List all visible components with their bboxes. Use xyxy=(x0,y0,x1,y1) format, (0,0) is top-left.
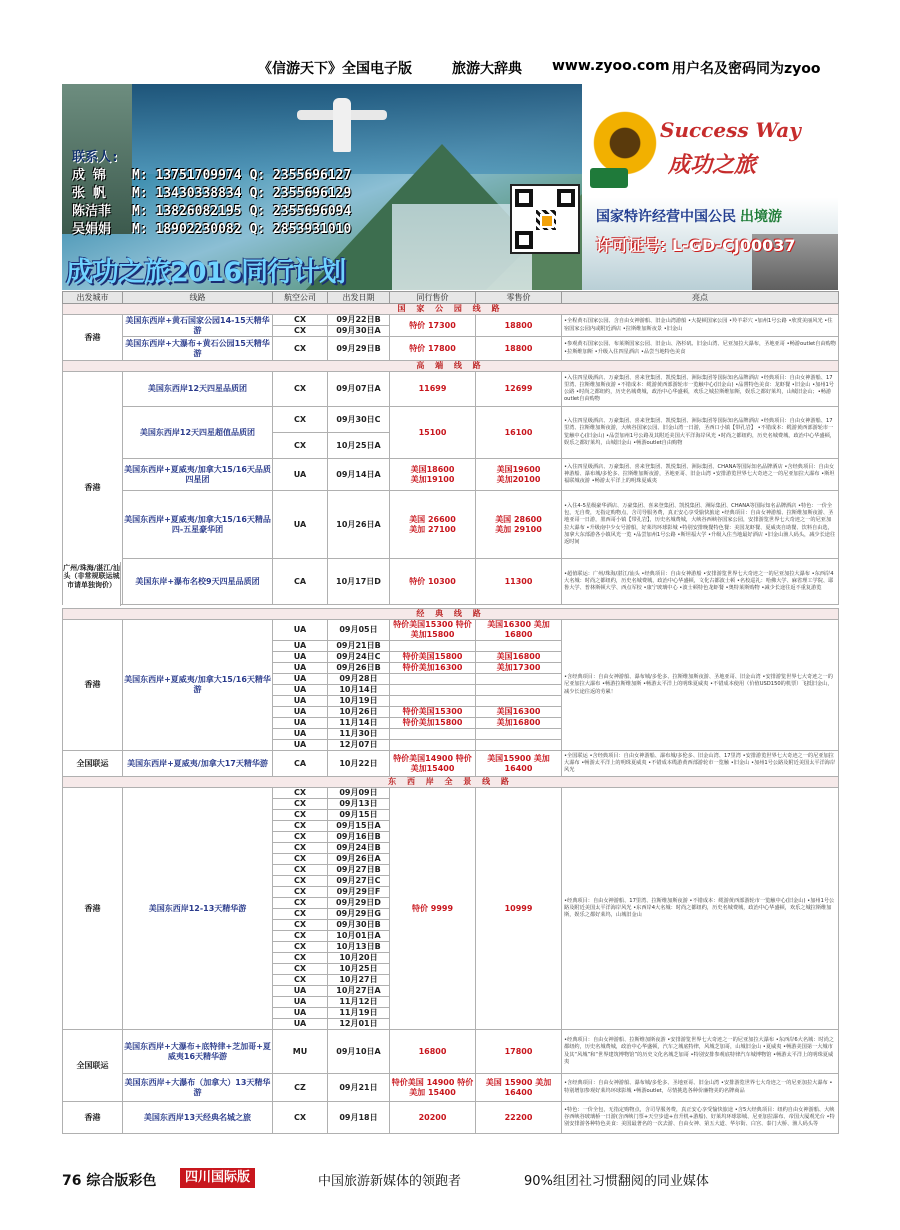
contact-name: 张 帆 xyxy=(72,186,106,201)
date-cell: 09月14日A xyxy=(328,459,390,491)
airline-cell: CX xyxy=(273,372,328,407)
route-cell: 美国东岸+瀑布名校9天四星品质团 xyxy=(123,559,273,605)
airline-cell: CX xyxy=(273,865,328,876)
highlights-cell: •含经典项目：自由女神游船、瀑布城/多伦多、圣地亚哥、旧金山湾 •安排游览世界七大奇迹之一的尼亚加拉大瀑布 •特别增加参观好莱坞环球影城 •畅游outlet，尽情挑选各种价廉物美的名牌商品 xyxy=(562,1074,839,1102)
website-link[interactable]: www.zyoo.com xyxy=(552,58,670,74)
peer-price-cell: 特价美国 14900 特价美加 15400 xyxy=(390,1074,476,1102)
col-header-retail-price: 零售价 xyxy=(476,292,562,304)
date-cell: 10月27日 xyxy=(328,975,390,986)
col-header-highlights: 亮点 xyxy=(562,292,839,304)
retail-price-cell: 12699 xyxy=(476,372,562,407)
airline-cell: CX xyxy=(273,854,328,865)
footer-tagline-2: 90%组团社习惯翻阅的同业媒体 xyxy=(524,1174,709,1189)
airline-cell: UA xyxy=(273,707,328,718)
city-cell: 香港 xyxy=(63,315,123,361)
table-row xyxy=(63,559,839,605)
peer-price-cell: 特价美加15800 xyxy=(390,718,476,729)
qr-code-icon[interactable] xyxy=(510,184,580,254)
date-cell: 12月07日 xyxy=(328,740,390,751)
retail-price-cell: 美加16800 xyxy=(476,718,562,729)
section-title: 东 西 岸 全 景 线 路 xyxy=(63,777,839,788)
date-cell: 10月01日A xyxy=(328,931,390,942)
table-row xyxy=(63,751,839,777)
airline-cell: UA xyxy=(273,997,328,1008)
itinerary-table-wrap-2 xyxy=(62,608,838,1159)
route-cell: 美国东西岸12-13天精华游 xyxy=(123,788,273,1030)
contact-name: 成 锦 xyxy=(72,168,106,183)
table-row xyxy=(63,620,839,641)
date-cell: 10月14日 xyxy=(328,685,390,696)
peer-price-cell xyxy=(390,696,476,707)
airline-cell: CX xyxy=(273,433,328,459)
airline-cell: CZ xyxy=(273,1074,328,1102)
date-cell: 09月24日B xyxy=(328,843,390,854)
airline-cell: CX xyxy=(273,821,328,832)
airline-cell: UA xyxy=(273,620,328,641)
airline-cell: CA xyxy=(273,559,328,605)
footer-section: 综合版彩色 xyxy=(86,1173,157,1189)
retail-price-cell: 美国16800 xyxy=(476,652,562,663)
col-header-route: 线路 xyxy=(123,292,273,304)
contact-qq: Q: 2355696094 xyxy=(249,204,352,219)
airline-cell: CX xyxy=(273,337,328,361)
airline-cell: UA xyxy=(273,1019,328,1030)
date-cell: 09月26日B xyxy=(328,663,390,674)
airline-cell: UA xyxy=(273,740,328,751)
retail-price-cell: 美国16300 美加16800 xyxy=(476,620,562,641)
section-title: 经 典 线 路 xyxy=(63,609,839,620)
retail-price-cell xyxy=(476,685,562,696)
section-row xyxy=(63,609,839,620)
license-label: 国家特许经营中国公民 xyxy=(596,209,736,225)
table-row xyxy=(63,1102,839,1134)
airline-cell: CX xyxy=(273,326,328,337)
retail-price-cell: 11300 xyxy=(476,559,562,605)
airline-cell: UA xyxy=(273,718,328,729)
route-cell: 美国东西岸+夏威夷/加拿大15/16天精华游 xyxy=(123,620,273,751)
airline-cell: UA xyxy=(273,1008,328,1019)
page-number: 76 综合版彩色 xyxy=(62,1173,157,1189)
license-suffix: 出境游 xyxy=(740,209,782,225)
date-cell: 11月14日 xyxy=(328,718,390,729)
login-note: 用户名及密码同为zyoo xyxy=(672,61,821,77)
airline-cell: UA xyxy=(273,652,328,663)
top-banner xyxy=(0,52,900,82)
col-header-city: 出发城市 xyxy=(63,292,123,304)
date-cell: 11月30日 xyxy=(328,729,390,740)
table-row xyxy=(63,459,839,491)
highlights-cell: •全国联运 •含经典项目：自由女神游船、瀑布城/多伦多、旧金山湾、17里湾 •安排游览世界七大奇迹之一的尼亚加拉大瀑布 •畅游太平洋上的明珠夏威夷 •不错成本缆游黄西部游轮市一览触 •旧金山 •加州1号公路及附近美国太平洋海岸风光 xyxy=(562,751,839,777)
date-cell: 09月15日A xyxy=(328,821,390,832)
airline-cell: UA xyxy=(273,674,328,685)
table-row xyxy=(63,315,839,326)
publication-title: 《信游天下》全国电子版 xyxy=(258,61,412,77)
retail-price-cell xyxy=(476,641,562,652)
date-cell: 09月29日D xyxy=(328,898,390,909)
peer-price-cell: 特价美国14900 特价美加15400 xyxy=(390,751,476,777)
contact-list xyxy=(72,146,351,239)
airline-cell: CX xyxy=(273,909,328,920)
table-row xyxy=(63,788,839,799)
city-cell: 全国联运 xyxy=(63,751,123,777)
peer-price-us: 美国18600 xyxy=(410,464,455,474)
route-cell: 美国东西岸+大瀑布+底特律+芝加哥+夏威夷16天精华游 xyxy=(123,1030,273,1074)
city-cell: 香港 xyxy=(63,372,123,605)
date-cell: 09月07日A xyxy=(328,372,390,407)
date-cell: 09月27日B xyxy=(328,865,390,876)
contact-row xyxy=(72,167,351,185)
route-cell: 美国东西岸13天经典名城之旅 xyxy=(123,1102,273,1134)
highlights-cell: •全程黄石国家公园、含自由女神游船、旧金山湾游船 •大提顿国家公园 •羚羊彩穴 •加州1号公路 •欣赏美丽风光 •住宿国家公园内或附近酒店 •拉斯维加斯夜景 •旧金山 xyxy=(562,315,839,337)
contact-row xyxy=(72,185,351,203)
airline-cell: CX xyxy=(273,832,328,843)
highlights-cell: •含经典项目：自由女神游船、瀑布城/多伦多、拉斯维加斯夜游、圣地亚哥、旧金山湾 •安排游览世界七大奇迹之一的尼亚加拉大瀑布 •畅游拉斯维加斯 •畅游太平洋上的明珠夏威夷 •不错成本使用（价值USD150的机票）飞抵旧金山，减少长途往返的劳累！ xyxy=(562,620,839,751)
retail-price-cell xyxy=(476,491,562,559)
airline-cell: CX xyxy=(273,876,328,887)
table-header-row xyxy=(63,292,839,304)
airline-cell: CX xyxy=(273,975,328,986)
city-cell-guangzhou: 广州/珠海/湛江/汕头（非常规联运城市请单独询价） xyxy=(63,562,121,606)
peer-price-cell xyxy=(390,685,476,696)
airline-cell: CX xyxy=(273,407,328,433)
itinerary-table xyxy=(62,291,839,605)
airline-cell: UA xyxy=(273,696,328,707)
peer-price-cell: 11699 xyxy=(390,372,476,407)
section-title: 高 端 线 路 xyxy=(63,361,839,372)
date-cell: 10月25日 xyxy=(328,964,390,975)
airline-cell: CX xyxy=(273,920,328,931)
table-row xyxy=(63,1030,839,1074)
date-cell: 09月05日 xyxy=(328,620,390,641)
airline-cell: CX xyxy=(273,799,328,810)
col-header-peer-price: 同行售价 xyxy=(390,292,476,304)
route-cell: 美国东西岸+夏威夷/加拿大17天精华游 xyxy=(123,751,273,777)
table-row xyxy=(63,372,839,407)
date-cell: 10月25日A xyxy=(328,433,390,459)
date-cell: 09月15日 xyxy=(328,810,390,821)
date-cell: 09月16日B xyxy=(328,832,390,843)
christ-statue-image xyxy=(297,92,387,152)
retail-price-cell xyxy=(476,740,562,751)
peer-price-cell: 特价美国15300 xyxy=(390,707,476,718)
date-cell: 10月26日A xyxy=(328,491,390,559)
city-cell: 全国联运 xyxy=(63,1030,123,1102)
airline-cell: CX xyxy=(273,887,328,898)
date-cell: 11月12日 xyxy=(328,997,390,1008)
airline-cell: UA xyxy=(273,685,328,696)
brand-name-en: Success Way xyxy=(660,118,801,142)
airline-cell: CX xyxy=(273,843,328,854)
peer-price-cell: 特价 10300 xyxy=(390,559,476,605)
peer-price-cell: 特价 9999 xyxy=(390,788,476,1030)
retail-price-cell xyxy=(476,696,562,707)
date-cell: 09月22日B xyxy=(328,315,390,326)
col-header-date: 出发日期 xyxy=(328,292,390,304)
retail-price-cell: 18800 xyxy=(476,315,562,337)
contact-qq: Q: 2355696129 xyxy=(249,186,352,201)
retail-price-us: 美国19600 xyxy=(496,464,541,474)
date-cell: 10月26日 xyxy=(328,707,390,718)
contact-qq: Q: 2853931010 xyxy=(249,222,352,237)
date-cell: 09月13日 xyxy=(328,799,390,810)
date-cell: 09月29日F xyxy=(328,887,390,898)
highlights-cell: •入住4-5星级豪华酒店、万豪集团、喜来登集团、凯悦集团、洲际集团、CHANA等国际知名品牌酒店 •特色：一价全包，无自费，无指定购物点，含司导服务费，真正安心享受愉快旅途 •经典项目：自由女神游船、拉斯维加斯夜游、圣地亚哥一日游，墨西哥小镇【带孔岩】，历史名城费城，大峡谷西峡谷国家公园，安排游览世界七大奇迹之一的尼亚加拉大瀑布 •升级南中少女号游船，好莱坞环球影城 •特别安排晚餐特色餐：美国龙虾餐、夏威夷自助餐、饮料自由选，加拿大东部游各小镇风光一览 •品尝加州1号公路 •斯坦福大学 •升级入住当地最好酒店 •旧金山渔人码头，减少长途往返时间 xyxy=(562,491,839,559)
airline-cell: UA xyxy=(273,459,328,491)
date-cell: 09月24日C xyxy=(328,652,390,663)
airline-cell: CX xyxy=(273,1102,328,1134)
route-cell: 美国东西岸+大瀑布+黄石公园15天精华游 xyxy=(123,337,273,361)
date-cell: 09月09日 xyxy=(328,788,390,799)
retail-price-cell: 10999 xyxy=(476,788,562,1030)
route-cell: 美国东西岸+大瀑布（加拿大）13天精华游 xyxy=(123,1074,273,1102)
peer-price-cell xyxy=(390,641,476,652)
contact-mobile: M: 13430338834 xyxy=(132,186,242,201)
table-row xyxy=(63,407,839,433)
date-cell: 09月29日B xyxy=(328,337,390,361)
contact-row xyxy=(72,203,351,221)
itinerary-table-2 xyxy=(62,608,839,1134)
retail-price-cell xyxy=(476,674,562,685)
section-row xyxy=(63,777,839,788)
col-header-airline: 航空公司 xyxy=(273,292,328,304)
date-cell: 11月19日 xyxy=(328,1008,390,1019)
peer-price-ca: 美加19100 xyxy=(410,474,455,484)
date-cell: 09月26日A xyxy=(328,854,390,865)
contact-mobile: M: 13826082195 xyxy=(132,204,242,219)
date-cell: 10月13日B xyxy=(328,942,390,953)
retail-price-ca: 美加20100 xyxy=(496,474,541,484)
date-cell: 09月28日 xyxy=(328,674,390,685)
contact-label: 联系人: xyxy=(72,150,119,165)
contact-name: 吴娟娟 xyxy=(72,222,112,237)
section-row xyxy=(63,304,839,315)
highlights-cell: •经典项目：自由女神游船、17里湾、拉斯维加斯夜游 •不错成本：缆游黄西部游轮市一览触中心(旧金山) •加州1号公路及附近美国太平洋海岸风光 •东西岸4大名城：时尚之都纽约，历史名城费城，政治中心华盛顿，欢乐之城拉斯维加斯，娱乐之都好莱坞，山城旧金山 xyxy=(562,788,839,1030)
footer-tagline-1: 中国旅游新媒体的领跑者 xyxy=(318,1174,462,1189)
airline-cell: CX xyxy=(273,942,328,953)
date-cell: 12月01日 xyxy=(328,1019,390,1030)
airline-cell: UA xyxy=(273,641,328,652)
airline-cell: CX xyxy=(273,931,328,942)
airline-cell: UA xyxy=(273,491,328,559)
retail-price-cell: 18800 xyxy=(476,337,562,361)
peer-price-cell: 16800 xyxy=(390,1030,476,1074)
retail-price-ca: 美加 29100 xyxy=(495,524,542,534)
date-cell: 09月30日C xyxy=(328,407,390,433)
section-row xyxy=(63,361,839,372)
edition-badge: 四川国际版 xyxy=(180,1168,255,1188)
retail-price-cell xyxy=(476,729,562,740)
airline-cell: CX xyxy=(273,953,328,964)
date-cell: 09月30日B xyxy=(328,920,390,931)
airline-cell: UA xyxy=(273,986,328,997)
peer-price-cell xyxy=(390,674,476,685)
city-cell: 香港 xyxy=(63,1102,123,1134)
license-text xyxy=(596,206,782,226)
license-number: 许可证号: L-GD-CJ00037 xyxy=(596,236,796,255)
brand-mark-icon xyxy=(590,168,628,188)
brand-name-cn: 成功之旅 xyxy=(668,152,757,178)
brand-logo xyxy=(580,108,830,198)
date-cell: 10月27日A xyxy=(328,986,390,997)
airline-cell: CX xyxy=(273,898,328,909)
highlights-cell: •入住四星级酒店、万豪集团、喜来登集团、凯悦集团、洲际集团等国际知名品牌酒店 •经典项目：自由女神游船、17里湾、拉斯维加斯夜游 •不错成本：缆游黄西部游轮市一览触中心(旧金山) •品嘗特色美食：龙虾餐 •旧金山 •加州1号公路 •时尚之都纽约，历史名城费城，政治中心华盛顿，欢乐之城拉斯维加斯，娱乐之都好莱坞，山城旧金山；•畅游outlet自由购物 xyxy=(562,372,839,407)
date-cell: 09月21日B xyxy=(328,641,390,652)
airline-cell: UA xyxy=(273,663,328,674)
date-cell: 09月29日G xyxy=(328,909,390,920)
page-footer xyxy=(0,1164,900,1194)
section-title: 国 家 公 园 线 路 xyxy=(63,304,839,315)
date-cell: 10月17日D xyxy=(328,559,390,605)
airline-cell: CX xyxy=(273,810,328,821)
route-cell: 美国东西岸12天四星超值品质团 xyxy=(123,407,273,459)
route-cell: 美国东西岸+夏威夷/加拿大15/16天精品四-五星豪华团 xyxy=(123,491,273,559)
date-cell: 10月19日 xyxy=(328,696,390,707)
table-row xyxy=(63,1074,839,1102)
retail-price-cell: 美加17300 xyxy=(476,663,562,674)
highlights-cell: •入住四星级酒店、万豪集团、喜来登集团、凯悦集团、洲际集团、CHANA等国际知名品牌酒店 •含经典项目：自由女神游船、瀑布城/多伦多、拉斯维加斯夜游，圣地亚哥、旧金山湾 •安排游览世界七大奇迹之一的尼亚加拉大瀑布 •斯坦福联城夜游 •畅游太平洋上的明珠夏威夷 xyxy=(562,459,839,491)
retail-price-cell xyxy=(476,459,562,491)
airline-cell: CX xyxy=(273,315,328,326)
table-row xyxy=(63,337,839,361)
airline-cell: CX xyxy=(273,964,328,975)
table-row xyxy=(63,491,839,559)
airline-cell: CA xyxy=(273,751,328,777)
highlights-cell: •特色：一价全包，无指定购物点，含司导服务费，真正安心享受愉快旅途 •含5大经典项目：纽约自由女神游船、大峡谷西峡谷玻璃桥一日游(含西峡门票+天空步道+直升机+游船)、好莱坞环球影城、尼亚加拉瀑布、帝国大厦观光台 •特别安排游各种特色美食：美国最著名的一次去游、自由女神、第五大道、华尔街、白宫、泰门大桥、渔人码头等 xyxy=(562,1102,839,1134)
date-cell: 10月20日 xyxy=(328,953,390,964)
date-cell: 09月21日 xyxy=(328,1074,390,1102)
peer-price-cell xyxy=(390,729,476,740)
retail-price-cell: 16100 xyxy=(476,407,562,459)
airline-cell: CX xyxy=(273,788,328,799)
airline-cell: MU xyxy=(273,1030,328,1074)
route-cell: 美国东西岸+黄石国家公园14-15天精华游 xyxy=(123,315,273,337)
date-cell: 09月18日 xyxy=(328,1102,390,1134)
peer-price-cell: 20200 xyxy=(390,1102,476,1134)
peer-price-cell: 特价美国15300 特价美加15800 xyxy=(390,620,476,641)
contact-qq: Q: 2355696127 xyxy=(249,168,352,183)
route-cell: 美国东西岸12天四星品质团 xyxy=(123,372,273,407)
contact-row xyxy=(72,221,351,239)
retail-price-cell: 美国 15900 美加 16400 xyxy=(476,1074,562,1102)
highlights-cell: •入住四星级酒店、万豪集团、喜来登集团、凯悦集团、洲际集团等国际知名品牌酒店 •经典项目：自由女神游船、17里湾、拉斯维加斯夜游，大峡谷国家公园、旧金山湾一日游，圣西口小镇【带孔岩】 •不错成本：缆游黄西部游轮市一览触中心(旧金山) •品尝加州1号公路及其附近美国大平洋海岸风光 •时尚之都纽约，历史名城费城，政治中心华盛顿，娱乐之都好莱坞，山城旧金山 •畅游outlet自由购物 xyxy=(562,407,839,459)
peer-price-cell: 特价美加16300 xyxy=(390,663,476,674)
highlights-cell: •参观黄石国家公园、布莱斯国家公园、旧金山、洛杉矶、旧金山湾、尼亚加拉大瀑布，圣地亚哥 •畅游outlet自由购物 •拉斯维加斯 •升级入住四星酒店 •品尝当地特色美食 xyxy=(562,337,839,361)
date-cell: 09月10日A xyxy=(328,1030,390,1074)
city-cell: 香港 xyxy=(63,620,123,751)
retail-price-cell: 22200 xyxy=(476,1102,562,1134)
retail-price-cell: 17800 xyxy=(476,1030,562,1074)
highlights-cell: •经典项目：自由女神游船、拉斯维加斯夜游 •安排游览世界七大奇迹之一的尼亚加拉大瀑布 •东西岸6大名城：时尚之都纽约，历史名城费城，政治中心华盛顿，汽车之城底特律，风城芝加哥，山城旧金山 •夏威夷 •畅游美国第一大城市及其“风城”和“世界建筑博物馆”的历史文化名城芝加哥 •特别安排参观底特律汽车城博物馆 •畅游太平洋上的明珠夏威夷 xyxy=(562,1030,839,1074)
peer-price-cell xyxy=(390,491,476,559)
peer-price-ca: 美加 27100 xyxy=(409,524,456,534)
dictionary-label: 旅游大辞典 xyxy=(452,61,522,77)
retail-price-us: 美国 28600 xyxy=(495,514,542,524)
plan-title: 成功之旅2016同行计划 xyxy=(66,257,346,288)
peer-price-cell: 特价 17800 xyxy=(390,337,476,361)
peer-price-cell: 特价 17300 xyxy=(390,315,476,337)
peer-price-cell: 特价美国15800 xyxy=(390,652,476,663)
route-cell: 美国东西岸+夏威夷/加拿大15/16天品质四星团 xyxy=(123,459,273,491)
retail-price-cell: 美国15900 美加16400 xyxy=(476,751,562,777)
retail-price-cell: 美国16300 xyxy=(476,707,562,718)
date-cell: 09月27日C xyxy=(328,876,390,887)
contact-mobile: M: 13751709974 xyxy=(132,168,242,183)
peer-price-cell xyxy=(390,740,476,751)
highlights-cell: •超值联运：广州/珠海/湛江/汕头 •经典项目：自由女神游船 •安排游览世界七大奇迹之一的尼亚加拉大瀑布 •东西岸4大名城：时尚之都纽约，历史名城费城，政治中心华盛顿，文化古都波士顿 •名校巡礼：哈佛大学、麻省理工学院、耶鲁大学、普林斯顿大学、西点军校 •康宁玻璃中心 •波士顿特色龙虾餐 •奥特莱斯购物 •减少长途往返不重复游览 xyxy=(562,559,839,605)
contact-mobile: M: 18902230082 xyxy=(132,222,242,237)
date-cell: 09月30日A xyxy=(328,326,390,337)
peer-price-us: 美国 26600 xyxy=(409,514,456,524)
airline-cell: UA xyxy=(273,729,328,740)
contact-name: 陈洁菲 xyxy=(72,204,112,219)
peer-price-cell xyxy=(390,459,476,491)
city-cell: 香港 xyxy=(63,788,123,1030)
date-cell: 10月22日 xyxy=(328,751,390,777)
peer-price-cell: 15100 xyxy=(390,407,476,459)
